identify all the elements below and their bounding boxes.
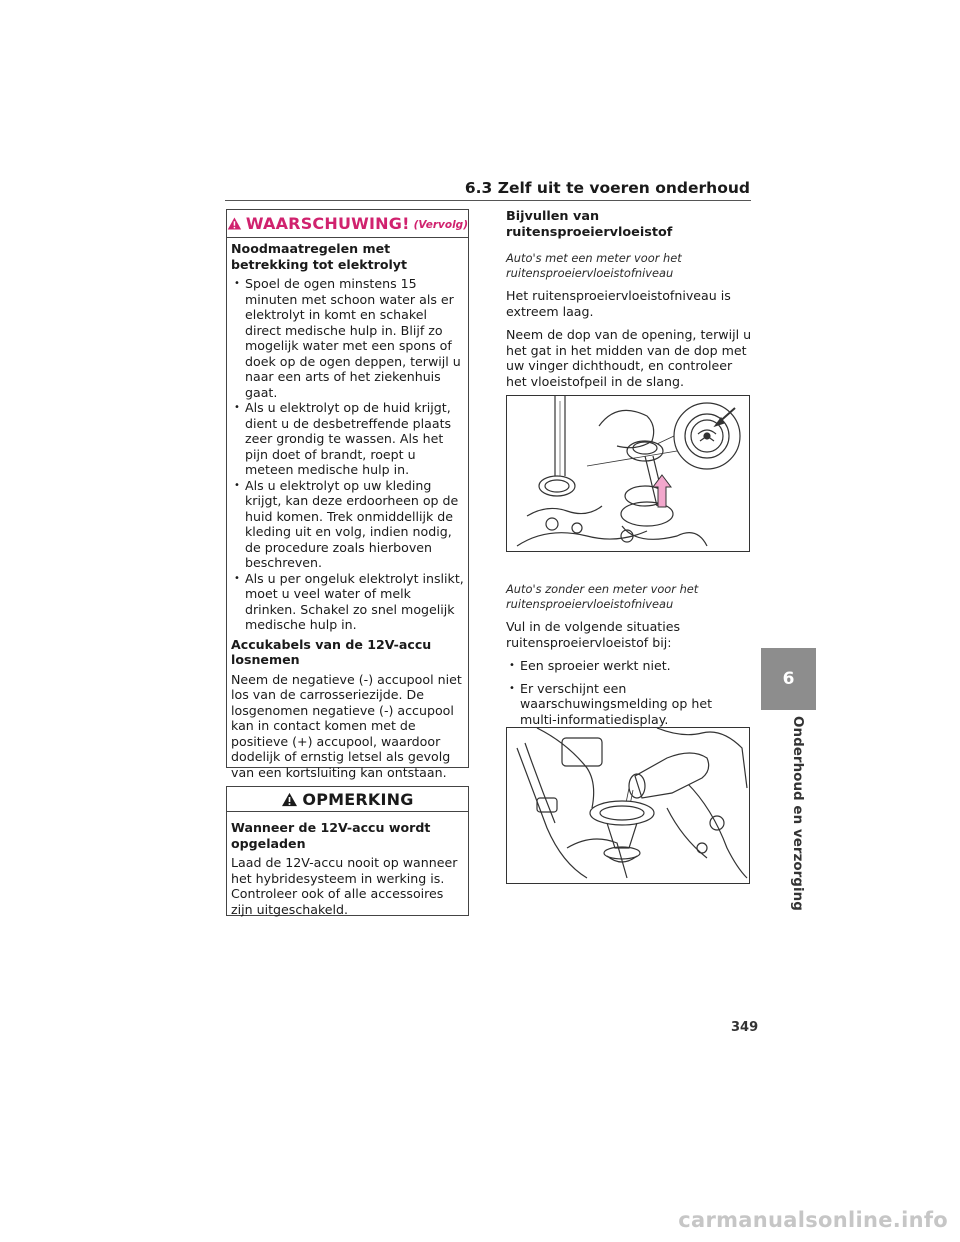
chapter-label-text: Onderhoud en verzorging [790, 716, 806, 911]
header-divider [225, 200, 751, 201]
cap-check-illustration [506, 395, 750, 552]
section-title: 6.3 Zelf uit te voeren onderhoud [464, 179, 750, 197]
watermark: carmanualsonline.info [678, 1208, 948, 1232]
list-item: • Spoel de ogen minstens 15 minuten met schoon water als er elektrolyt in komt en schakel direct medische hulp in. Blijf zo mogelijk water met een spons of doek op de ogen deppen, terwijl u naar een arts of het ziekenhuis gaat. [231, 276, 464, 400]
without-meter-subheading: Auto's zonder een meter voor het ruitensproeiervloeistofniveau [506, 582, 699, 611]
caution-triangle-icon [281, 792, 298, 807]
chapter-tab: 6 [761, 648, 816, 710]
list-item: • Er verschijnt een waarschuwingsmelding op het multi-informatiedisplay. [506, 681, 752, 728]
warning-box-header [227, 210, 468, 238]
electrolyte-list [231, 276, 464, 633]
list-item: • Als u per ongeluk elektrolyt inslikt, moet u veel water of melk drinken. Schakel zo snel mogelijk medische hulp in. [231, 571, 464, 633]
electrolyte-heading: Noodmaatregelen met betrekking tot elektrolyt [231, 241, 408, 272]
with-meter-subheading: Auto's met een meter voor het ruitensproeiervloeistofniveau [506, 251, 682, 280]
page-number: 349 [731, 1020, 759, 1035]
refill-illustration [506, 727, 750, 884]
warning-subtitle: (Vervolg) [413, 219, 468, 231]
warning-triangle-icon [227, 216, 242, 231]
note-title: OPMERKING [302, 789, 414, 809]
check-level-text: Neem de dop van de opening, terwijl u het gat in het midden van de dop met uw vinger dichthoudt, en controleer het vloeistofpeil in de slang. [506, 327, 752, 389]
charging-paragraph: Laad de 12V-accu nooit op wanneer het hybridesysteem in werking is. Controleer ook of alle accessoires zijn uitgeschakeld. [231, 855, 458, 917]
arrow-up-icon [652, 474, 672, 508]
cables-paragraph: Neem de negatieve (-) accupool niet los van de carrosseriezijde. De losgenomen negatieve (-) accupool kan in contact komen met de positieve (+) accupool, waardoor dodelijk of ernstig letsel als gevolg van een kortsluiting kan ontstaan. [231, 671, 462, 780]
situations-list [506, 658, 752, 727]
cables-heading: Accukabels van de 12V-accu losnemen [231, 636, 432, 667]
situations-text: Vul in de volgende situaties ruitensproeiervloeistof bij: [506, 619, 681, 650]
list-item: • Als u elektrolyt op uw kleding krijgt, kan deze erdoorheen op de huid komen. Trek onmiddellijk de kleding uit en volg, indien nodig, de procedure zoals hierboven beschreven. [231, 478, 464, 571]
chapter-label [778, 716, 806, 911]
note-box-header [227, 787, 468, 812]
level-low-text: Het ruitensproeiervloeistofniveau is extreem laag. [506, 288, 731, 319]
note-box [226, 786, 469, 916]
warning-box [226, 209, 469, 780]
list-item: • Als u elektrolyt op de huid krijgt, dient u de desbetreffende plaats zeer grondig te wassen. Als het pijn doet of brandt, roept u meteen medische hulp in. [231, 400, 464, 478]
refill-heading: Bijvullen van ruitensproeiervloeistof [506, 209, 673, 240]
warning-title: WAARSCHUWING! [245, 214, 410, 233]
charging-heading: Wanneer de 12V-accu wordt opgeladen [231, 820, 431, 851]
list-item: • Een sproeier werkt niet. [506, 658, 752, 674]
